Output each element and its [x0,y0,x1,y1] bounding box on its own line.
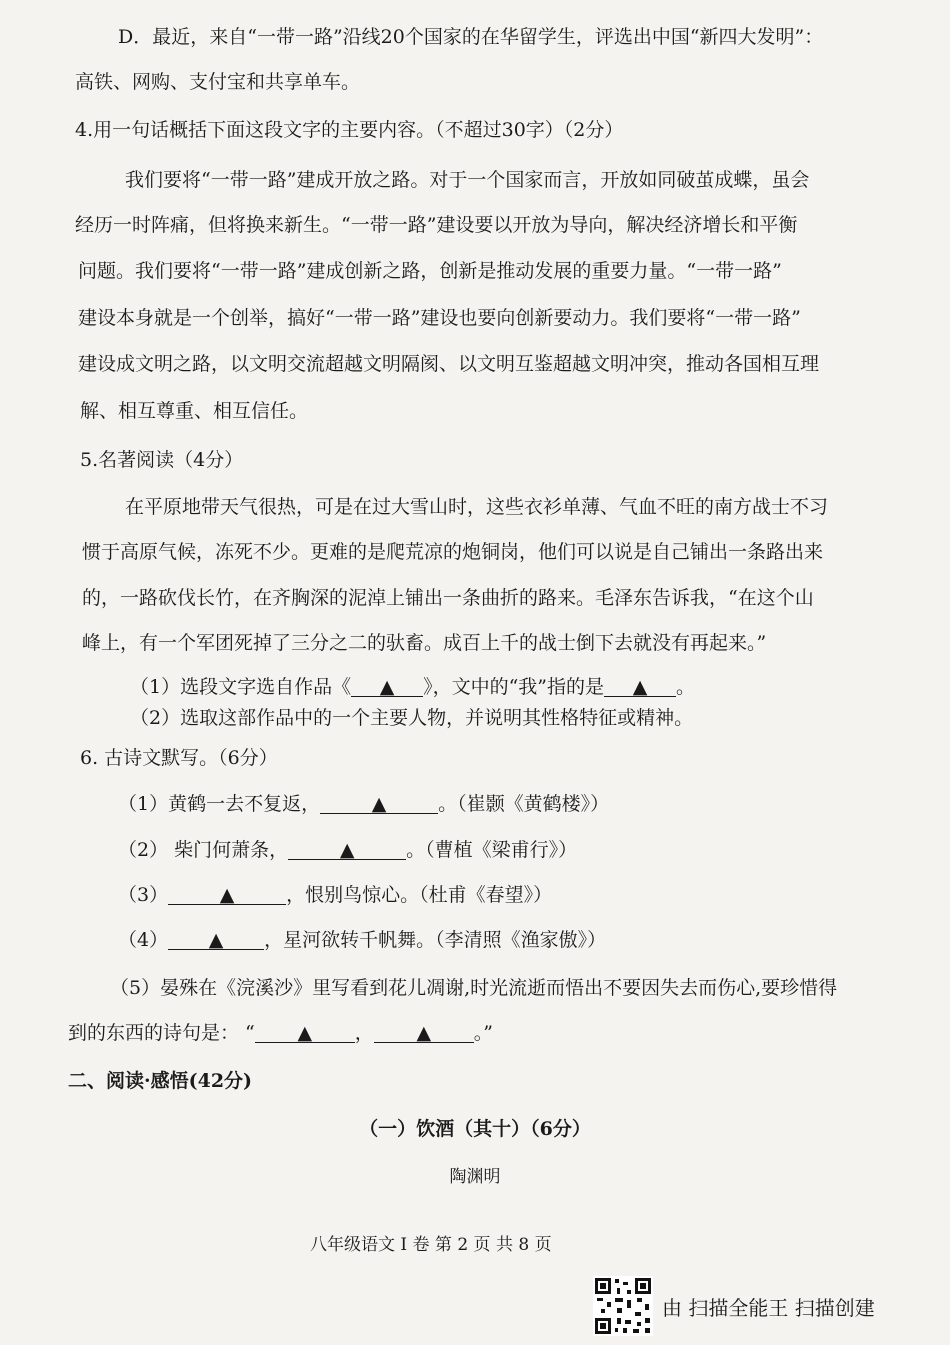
q6-item-text: （3） [118,884,169,906]
q6-item-text: 。（曹植《梁甫行》） [406,839,578,861]
q6-item2 [118,837,577,863]
section2-title: 二、阅读·感悟(42分) [68,1070,253,1092]
q6-item-text: （2） 柴门何萧条， [118,839,289,861]
q6-item-text: ，恨别鸟惊心。（杜甫《春望》） [286,884,553,906]
q5-title: 5.名著阅读（4分） [80,449,244,471]
qr-code-icon [593,1276,653,1336]
q3-option-d-line2: 高铁、网购、支付宝和共享单车。 [75,71,361,93]
q5-passage-line: 的，一路砍伐长竹，在齐胸深的泥淖上铺出一条曲折的路来。毛泽东告诉我，“在这个山 [82,587,814,609]
q5-sub1-text: 。 [676,676,696,698]
q4-passage-line: 我们要将“一带一路”建成开放之路。对于一个国家而言，开放如同破茧成蝶，虽会 [125,169,810,191]
q5-passage-line: 在平原地带天气很热，可是在过大雪山时，这些衣衫单薄、气血不旺的南方战士不习 [125,496,829,518]
q6-item-text: ，星河欲转千帆舞。（李清照《渔家傲》） [264,929,607,951]
answer-blank[interactable]: ▲ [255,1020,355,1043]
q5-sub1-text: 》，文中的“我”指的是 [423,676,605,698]
poem-heading: （一）饮酒（其十）（6分） [359,1118,591,1140]
q5-sub1 [130,674,695,700]
q6-item-text: 。” [473,1022,493,1044]
q6-item4 [118,927,606,953]
q6-item-text: （4） [118,929,169,951]
q5-passage-line: 峰上，有一个军团死掉了三分之二的驮畜。成百上千的战士倒下去就没有再起来。” [82,632,767,654]
q6-item-text: ， [354,1022,374,1044]
answer-blank[interactable]: ▲ [320,791,438,814]
poem-author: 陶渊明 [449,1167,501,1187]
q6-item1 [118,791,609,817]
answer-blank[interactable]: ▲ [374,1020,474,1043]
q5-sub2: （2）选取这部作品中的一个主要人物，并说明其性格特征或精神。 [130,707,694,729]
q4-title: 4.用一句话概括下面这段文字的主要内容。（不超过30字）（2分） [75,119,624,141]
q6-item5-line2 [68,1020,493,1046]
answer-blank[interactable]: ▲ [168,927,264,950]
answer-blank[interactable]: ▲ [288,837,406,860]
q5-sub1-text: （1）选段文字选自作品《 [130,676,352,698]
q4-passage-line: 问题。我们要将“一带一路”建成创新之路，创新是推动发展的重要力量。“一带一路” [78,260,782,282]
scanner-watermark: 由 扫描全能王 扫描创建 [662,1296,875,1320]
page-footer: 八年级语文 I 卷 第 2 页 共 8 页 [310,1235,552,1255]
q4-passage-line: 经历一时阵痛，但将换来新生。“一带一路”建设要以开放为导向，解决经济增长和平衡 [75,214,798,236]
q6-item-text: 到的东西的诗句是： “ [68,1022,255,1044]
q6-item5-line1: （5）晏殊在《浣溪沙》里写看到花儿凋谢,时光流逝而悟出不要因失去而伤心,要珍惜得 [110,977,838,999]
q6-item-text: 。（崔颢《黄鹤楼》） [438,793,610,815]
q5-passage-line: 惯于高原气候，冻死不少。更难的是爬荒凉的炮铜岗，他们可以说是自己铺出一条路出来 [82,541,824,563]
q3-option-d-line1: D．最近，来自“一带一路”沿线20个国家的在华留学生，评选出中国“新四大发明”： [118,26,824,48]
q6-title: 6. 古诗文默写。（6分） [80,747,278,769]
answer-blank[interactable]: ▲ [604,674,676,697]
q6-item-text: （1）黄鹤一去不复返， [118,793,321,815]
q4-passage-line: 建设成文明之路，以文明交流超越文明隔阂、以文明互鉴超越文明冲突，推动各国相互理 [78,353,820,375]
q6-item3 [118,882,552,908]
answer-blank[interactable]: ▲ [168,882,286,905]
q4-passage-line: 建设本身就是一个创举，搞好“一带一路”建设也要向创新要动力。我们要将“一带一路” [78,307,801,329]
q4-passage-line: 解、相互尊重、相互信任。 [80,400,309,422]
answer-blank[interactable]: ▲ [351,674,423,697]
